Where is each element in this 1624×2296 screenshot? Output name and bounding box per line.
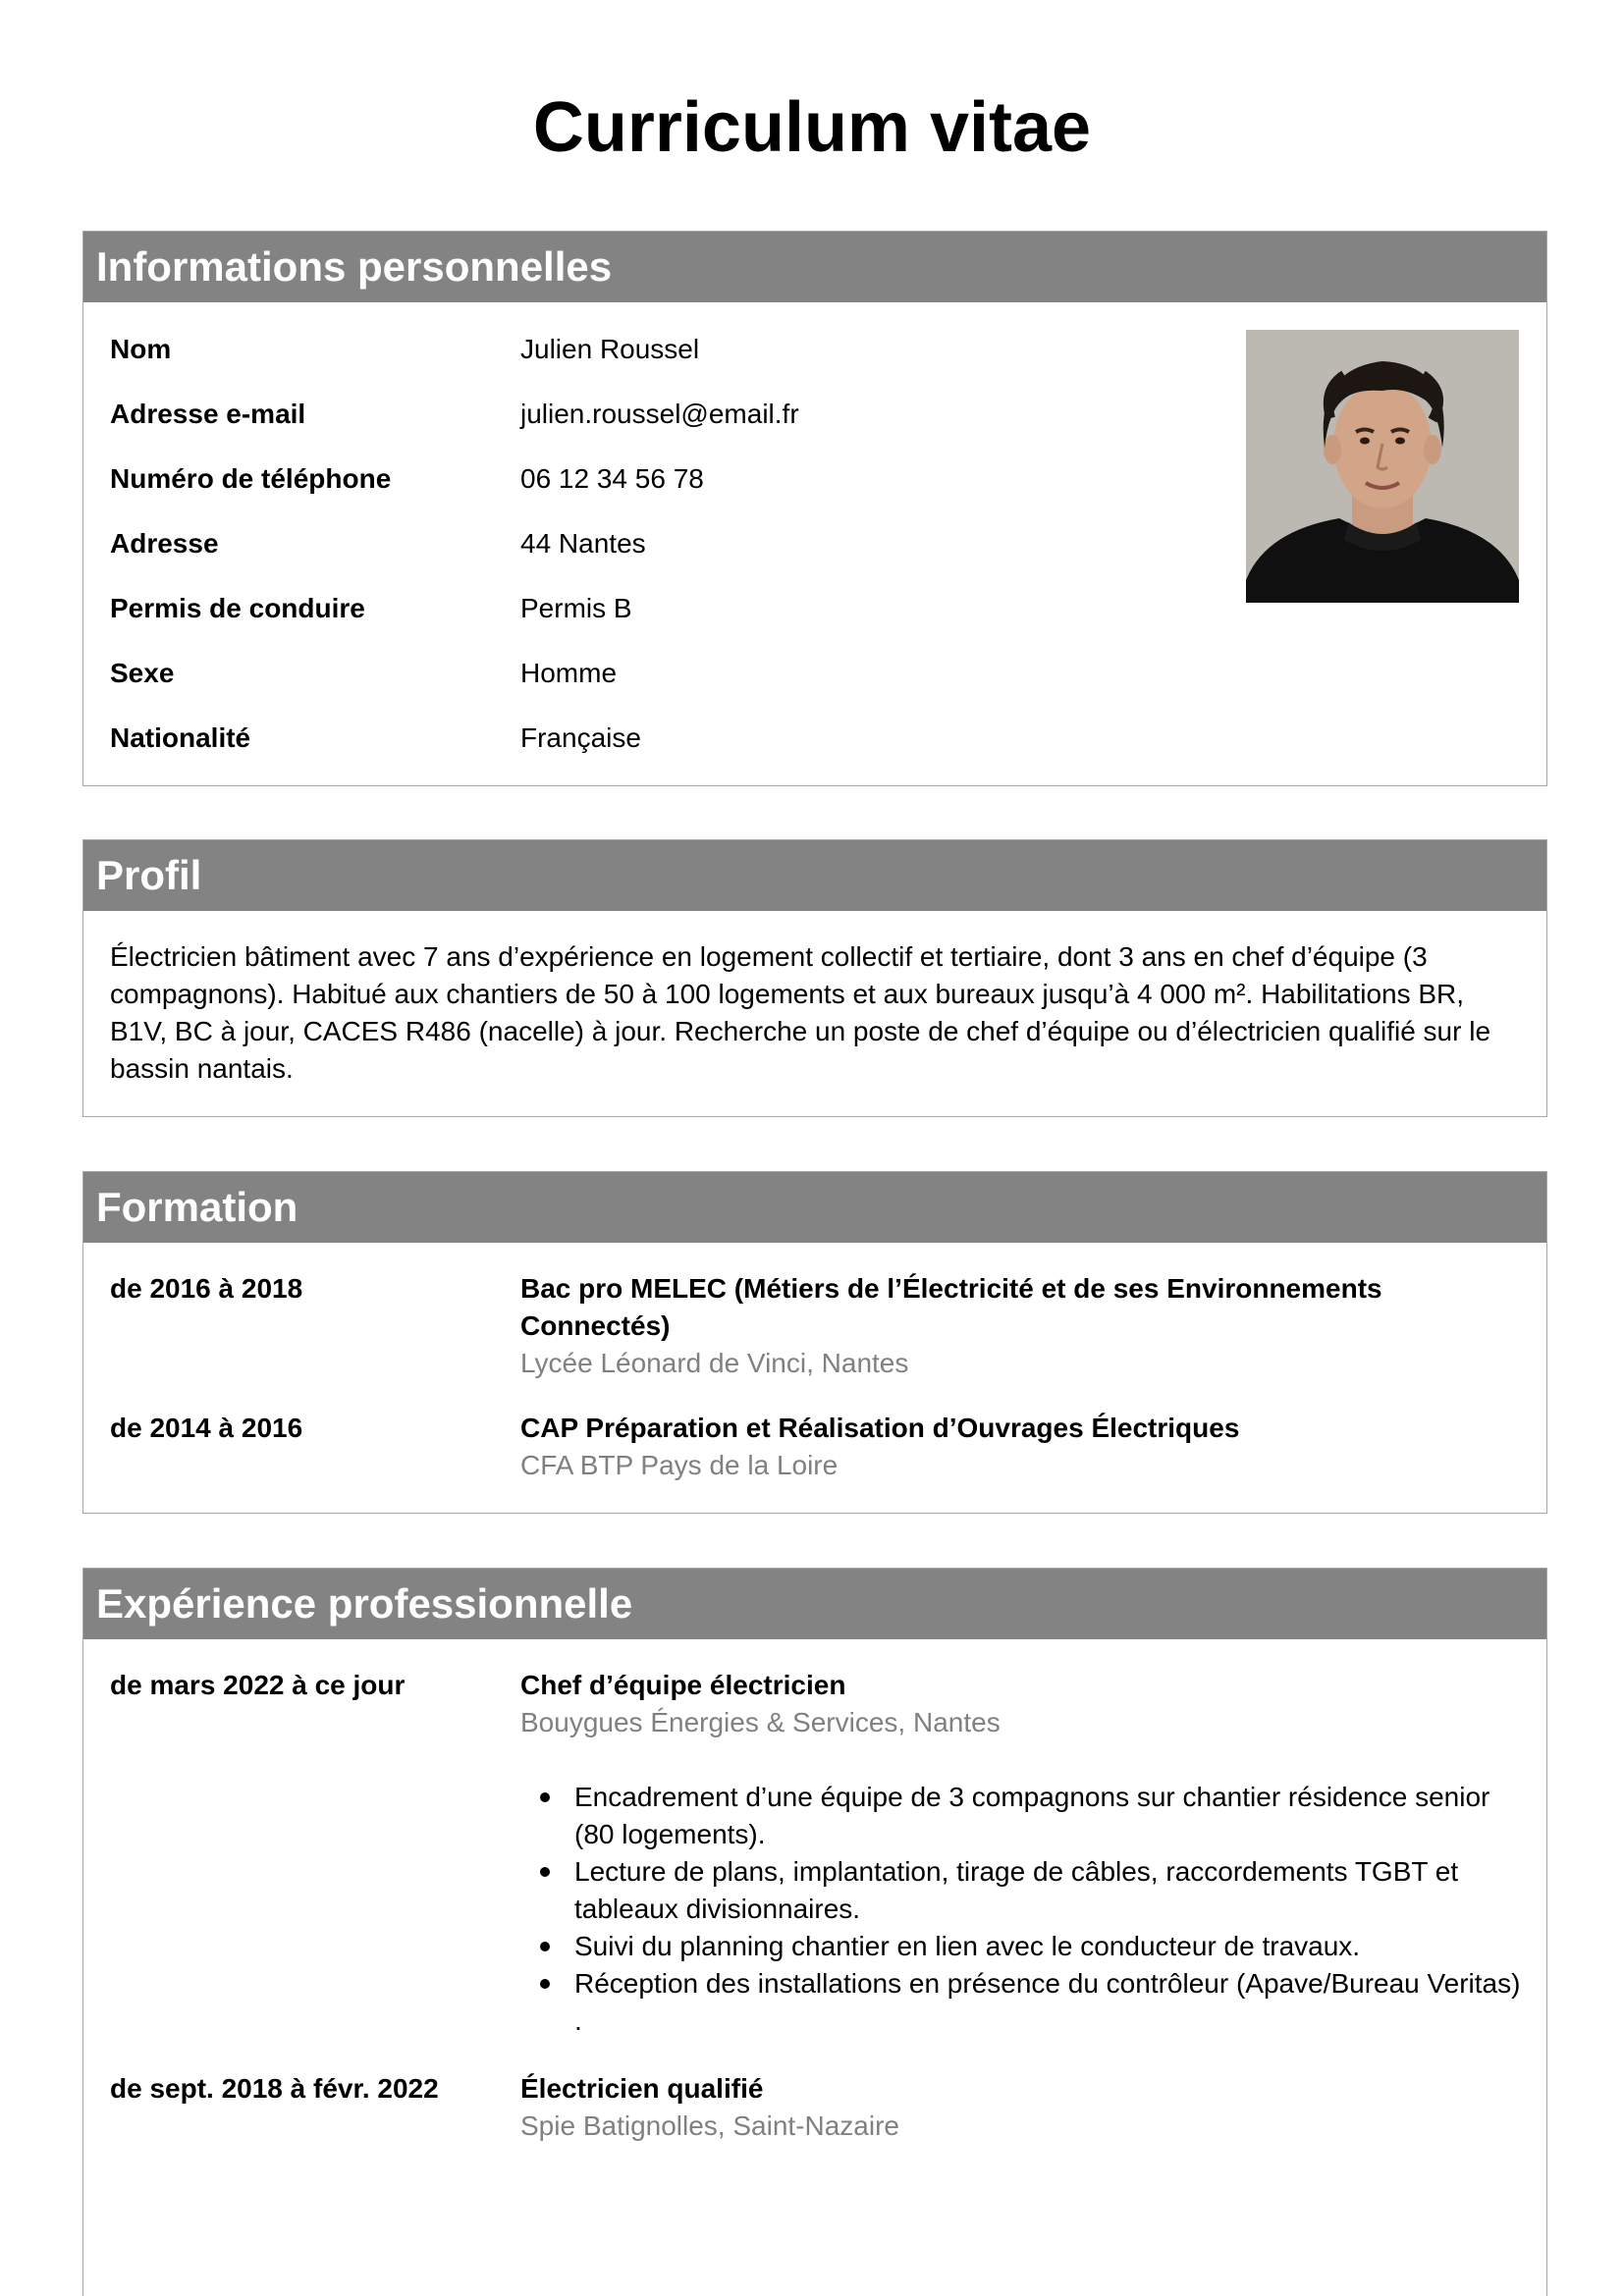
field-value: 06 12 34 56 78 bbox=[520, 463, 704, 494]
field-label: Adresse e-mail bbox=[110, 399, 306, 429]
field-label: Permis de conduire bbox=[110, 593, 365, 623]
section-heading: Informations personnelles bbox=[83, 232, 1546, 302]
field-label: Sexe bbox=[110, 658, 175, 688]
section-heading: Expérience professionnelle bbox=[83, 1569, 1546, 1639]
experience-company: Spie Batignolles, Saint-Nazaire bbox=[520, 2110, 899, 2141]
experience-tasks bbox=[520, 1779, 1522, 2040]
experience-title: Électricien qualifié bbox=[520, 2073, 764, 2104]
section-profile bbox=[82, 839, 1547, 1117]
experience-company: Bouygues Énergies & Services, Nantes bbox=[520, 1707, 1001, 1737]
experience-date: de mars 2022 à ce jour bbox=[110, 1670, 406, 1700]
field-label: Nom bbox=[110, 334, 172, 364]
section-experience bbox=[82, 1568, 1547, 2296]
section-heading: Formation bbox=[83, 1172, 1546, 1243]
list-item: Suivi du planning chantier en lien avec le conducteur de travaux. bbox=[520, 1928, 1522, 1965]
education-title: Bac pro MELEC (Métiers de l’Électricité et de ses Environnements Connectés) bbox=[520, 1273, 1382, 1341]
list-item: Encadrement d’une équipe de 3 compagnons sur chantier résidence senior (80 logements). bbox=[520, 1779, 1522, 1853]
education-school: CFA BTP Pays de la Loire bbox=[520, 1450, 839, 1480]
education-date: de 2016 à 2018 bbox=[110, 1273, 303, 1304]
section-personal-info bbox=[82, 231, 1547, 786]
field-value: 44 Nantes bbox=[520, 528, 646, 559]
list-item: Lecture de plans, implantation, tirage de câbles, raccordements TGBT et tableaux divisionnaires. bbox=[520, 1853, 1522, 1928]
list-item: Réception des installations en présence du contrôleur (Apave/Bureau Veritas) . bbox=[520, 1965, 1522, 2040]
portrait-photo bbox=[1246, 330, 1519, 603]
education-title: CAP Préparation et Réalisation d’Ouvrages Électriques bbox=[520, 1413, 1240, 1443]
education-date: de 2014 à 2016 bbox=[110, 1413, 303, 1443]
section-heading: Profil bbox=[83, 840, 1546, 911]
field-value: julien.roussel@email.fr bbox=[520, 399, 799, 429]
experience-date: de sept. 2018 à févr. 2022 bbox=[110, 2073, 439, 2104]
page-title: Curriculum vitae bbox=[532, 88, 1092, 167]
profile-summary: Électricien bâtiment avec 7 ans d’expérience en logement collectif et tertiaire, dont 3 ans en chef d’équipe (3 compagnons). Habitué aux chantiers de 50 à 100 logements et aux bureaux jusqu’à 4 000 m². Habilitations BR, B1V, BC à jour, CACES R486 (nacelle) à jour. Recherche un poste de chef d’équipe ou d’électricien qualifié sur le bassin nantais. bbox=[110, 941, 1491, 1084]
field-label: Nationalité bbox=[110, 722, 251, 753]
field-label: Numéro de téléphone bbox=[110, 463, 392, 494]
education-school: Lycée Léonard de Vinci, Nantes bbox=[520, 1348, 909, 1378]
field-value: Permis B bbox=[520, 593, 632, 623]
field-label: Adresse bbox=[110, 528, 219, 559]
section-education bbox=[82, 1171, 1547, 1514]
field-value: Homme bbox=[520, 658, 618, 688]
experience-title: Chef d’équipe électricien bbox=[520, 1670, 846, 1700]
field-value: Julien Roussel bbox=[520, 334, 700, 364]
field-value: Française bbox=[520, 722, 641, 753]
